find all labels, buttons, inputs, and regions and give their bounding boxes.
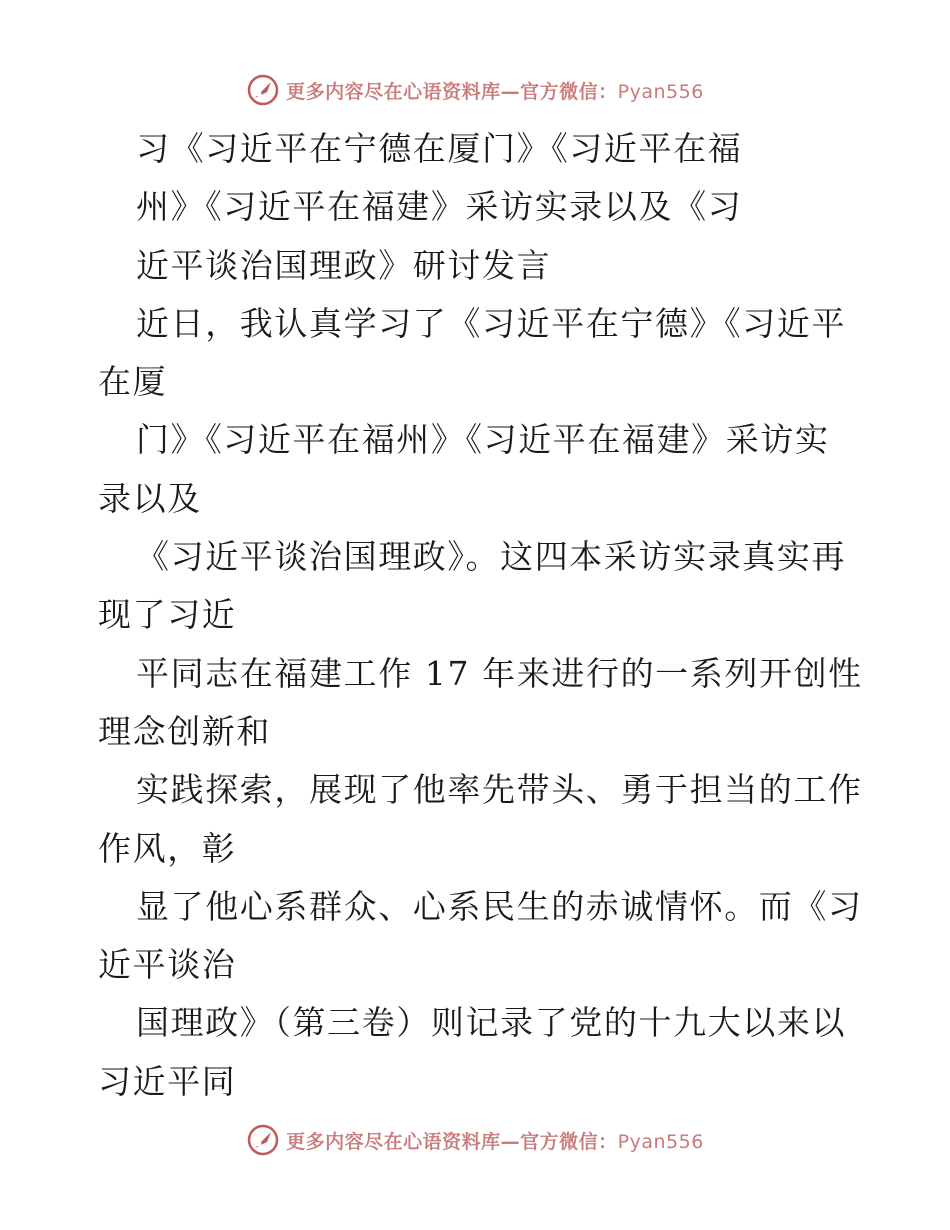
text-line: 实践探索，展现了他率先带头、勇于担当的工作 [136, 770, 863, 810]
text-line: 习《习近平在宁德在厦门》《习近平在福 [136, 129, 743, 168]
watermark-text: 更多内容尽在心语资料库—官方微信：Pyan556 [286, 80, 704, 103]
text-line: 近日，我认真学习了《习近平在宁德》《习近平 [136, 303, 847, 343]
quill-logo-icon [246, 73, 280, 107]
text-line: 习近平同 [98, 1061, 237, 1101]
text-line: 州》《习近平在福建》采访实录以及《习 [136, 187, 743, 227]
text-line: 近平谈治国理政》研讨发言 [136, 245, 552, 285]
footer-watermark [0, 1120, 950, 1160]
text-line: 近平谈治 [98, 945, 237, 985]
document-body [98, 120, 863, 1111]
header-watermark [0, 70, 950, 110]
text-line: 现了习近 [98, 595, 237, 635]
text-line: 门》《习近平在福州》《习近平在福建》采访实 [136, 420, 830, 460]
watermark-text: 更多内容尽在心语资料库—官方微信：Pyan556 [286, 1130, 704, 1153]
text-line: 作风，彰 [98, 828, 237, 868]
text-line: 《习近平谈治国理政》。这四本采访实录真实再 [136, 537, 847, 577]
text-line: 显了他心系群众、心系民生的赤诚情怀。而《习 [136, 886, 863, 926]
text-line: 国理政》（第三卷）则记录了党的十九大以来以 [136, 1003, 847, 1043]
text-line: 平同志在福建工作 17 年来进行的一系列开创性 [136, 653, 863, 693]
quill-logo-icon [246, 1123, 280, 1157]
text-line: 理念创新和 [98, 711, 271, 751]
text-line: 录以及 [98, 478, 202, 518]
text-line: 在厦 [98, 362, 168, 402]
